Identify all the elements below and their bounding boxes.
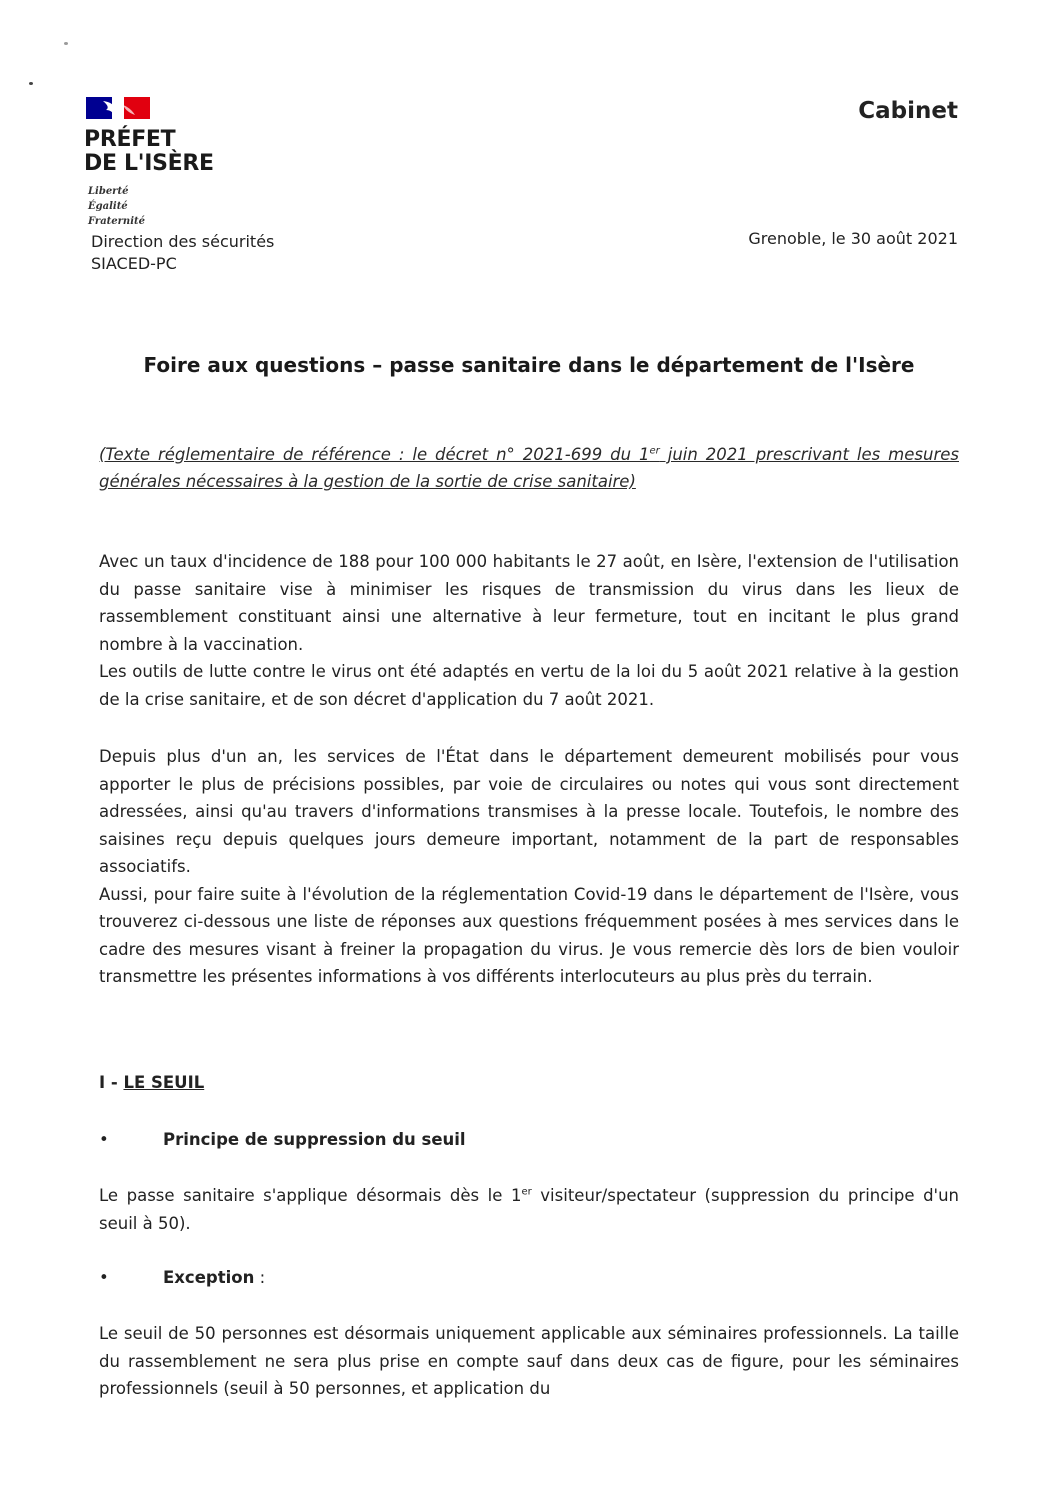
- bullet-title-2: [163, 1268, 265, 1287]
- prefet-line-2: DE L'ISÈRE: [84, 151, 214, 176]
- republic-motto: [88, 184, 145, 229]
- item2-paragraph: [99, 1320, 959, 1403]
- section-heading: [99, 1073, 204, 1092]
- service-code: SIACED-PC: [91, 254, 177, 273]
- scan-speck: [29, 82, 33, 85]
- direction-name: Direction des sécurités: [91, 232, 275, 251]
- scan-speck: [64, 42, 68, 45]
- item1-text-part-1: Le passe sanitaire s'applique désormais dès le 1: [99, 1186, 522, 1205]
- item1-paragraph: [99, 1182, 959, 1237]
- bullet-title-1: Principe de suppression du seuil: [163, 1130, 466, 1149]
- intro-block-2: [99, 743, 959, 991]
- motto-liberte: Liberté: [88, 186, 129, 197]
- reference-superscript: er: [649, 445, 660, 457]
- bullet-title-2-text: Exception: [163, 1268, 255, 1287]
- intro-paragraph-4: Aussi, pour faire suite à l'évolution de la réglementation Covid-19 dans le département de l'Isère, vous trouverez ci-dessous une liste de réponses aux questions fréquemment posées à mes services dans le cadre des mesures visant à freiner la propagation du virus. Je vous remercie dès lors de bien vouloir transmettre les présentes informations à vos différents interlocuteurs au plus près du terrain.: [99, 884, 959, 986]
- cabinet-label: Cabinet: [858, 98, 958, 124]
- item2-text: Le seuil de 50 personnes est désormais uniquement applicable aux séminaires professionnels. La taille du rassemblement ne sera plus prise en compte sauf dans deux cas de figure, pour les séminaires professionnels (seuil à 50 personnes, et application du: [99, 1324, 959, 1398]
- intro-paragraph-3: Depuis plus d'un an, les services de l'État dans le département demeurent mobilisés pour vous apporter le plus de précisions possibles, par voie de circulaires ou notes qui vous sont directement adressées, ainsi qu'au travers d'informations transmises à la presse locale. Toutefois, le nombre des saisines reçu depuis quelques jours demeure important, notamment de la part de responsables associatifs.: [99, 747, 959, 876]
- bullet-title-2-colon: :: [254, 1268, 266, 1287]
- bullet-icon: •: [99, 1130, 109, 1149]
- motto-fraternite: Fraternité: [88, 216, 145, 227]
- item1-text-part-2: visiteur/spectateur (suppression du principe d'un seuil à 50).: [99, 1186, 959, 1233]
- marianne-logo-icon: [86, 97, 150, 119]
- reference-text: [99, 441, 959, 495]
- document-title: Foire aux questions – passe sanitaire dans le département de l'Isère: [143, 353, 915, 377]
- prefecture-name: [84, 128, 214, 176]
- intro-paragraph-2: Les outils de lutte contre le virus ont été adaptés en vertu de la loi du 5 août 2021 relative à la gestion de la crise sanitaire, et de son décret d'application du 7 août 2021.: [99, 662, 959, 709]
- section-title: LE SEUIL: [123, 1073, 205, 1092]
- motto-egalite: Égalité: [88, 201, 128, 212]
- prefet-line-1: PRÉFET: [84, 127, 176, 152]
- bullet-icon: •: [99, 1268, 109, 1287]
- section-number: I -: [99, 1073, 124, 1092]
- reference-part-2: juin 2021 prescrivant les mesures générales nécessaires à la gestion de la sortie de crise sanitaire): [99, 445, 959, 491]
- document-date: Grenoble, le 30 août 2021: [748, 229, 958, 248]
- intro-block-1: [99, 548, 959, 713]
- issuing-service: [91, 231, 274, 275]
- reference-part-1: (Texte réglementaire de référence : le décret n° 2021-699 du 1: [99, 445, 650, 464]
- item1-superscript: er: [521, 1186, 532, 1198]
- intro-paragraph-1: Avec un taux d'incidence de 188 pour 100 000 habitants le 27 août, en Isère, l'extension de l'utilisation du passe sanitaire vise à minimiser les risques de transmission du virus dans les lieux de rassemblement constituant ainsi une alternative à leur fermeture, tout en incitant le plus grand nombre à la vaccination.: [99, 552, 959, 654]
